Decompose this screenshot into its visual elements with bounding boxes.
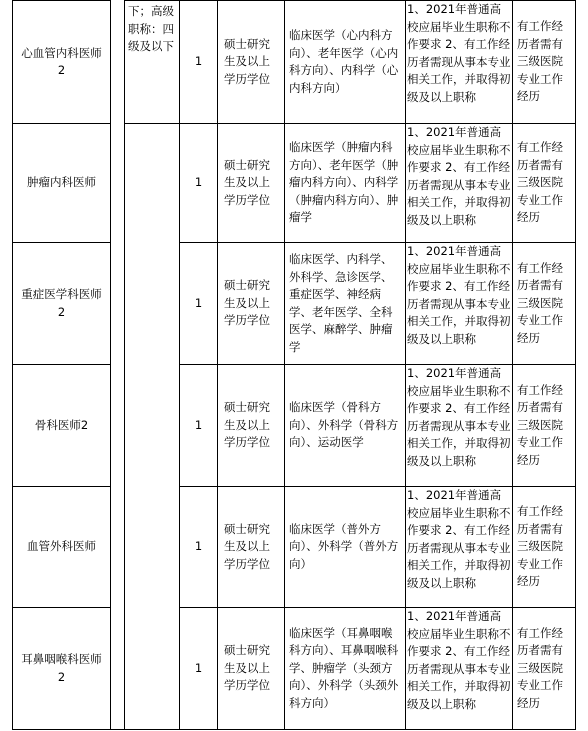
major-cell: 临床医学（耳鼻咽喉科方向）、耳鼻咽喉科学、肿瘤学（头颈方向）、外科学（头颈外科方向） bbox=[285, 608, 406, 730]
major-cell: 临床医学（肿瘤内科方向）、老年医学（肿瘤内科方向）、内科学（肿瘤内科方向）、肿瘤学 bbox=[285, 124, 406, 243]
notes-cell-continued bbox=[125, 124, 180, 730]
education-cell: 硕士研究生及以上学历学位 bbox=[218, 608, 285, 730]
count-cell: 1 bbox=[180, 1, 218, 124]
education-cell: 硕士研究生及以上学历学位 bbox=[218, 243, 285, 365]
count-cell: 1 bbox=[180, 243, 218, 365]
position-cell: 骨科医师2 bbox=[13, 365, 111, 487]
major-cell: 临床医学（骨科方向）、外科学（骨科方向）、运动医学 bbox=[285, 365, 406, 487]
table-row bbox=[13, 487, 576, 608]
notes-cell: 下；高级职称：四级及以下 bbox=[125, 1, 180, 124]
experience-cell: 有工作经历者需有三级医院专业工作经历 bbox=[513, 608, 576, 730]
major-cell: 临床医学（心内科方向）、老年医学（心内科方向）、内科学（心内科方向） bbox=[285, 1, 406, 124]
major-cell: 临床医学、内科学、外科学、急诊医学、重症医学、神经病学、老年医学、全科医学、麻醉学、肿瘤学 bbox=[285, 243, 406, 365]
education-cell: 硕士研究生及以上学历学位 bbox=[218, 365, 285, 487]
experience-cell: 有工作经历者需有三级医院专业工作经历 bbox=[513, 124, 576, 243]
table-row bbox=[13, 365, 576, 487]
table-row bbox=[13, 124, 576, 243]
count-cell: 1 bbox=[180, 487, 218, 608]
count-cell: 1 bbox=[180, 124, 218, 243]
position-cell: 血管外科医师 bbox=[13, 487, 111, 608]
recruitment-table bbox=[12, 0, 576, 730]
major-cell: 临床医学（普外方向）、外科学（普外方向） bbox=[285, 487, 406, 608]
position-cell: 心血管内科医师2 bbox=[13, 1, 111, 124]
requirement-cell: 1、2021年普通高校应届毕业生职称不作要求 2、有工作经历者需现从事本专业相关工作，并取得初级及以上职称 bbox=[406, 1, 513, 124]
position-cell: 耳鼻咽喉科医师2 bbox=[13, 608, 111, 730]
requirement-cell: 1、2021年普通高校应届毕业生职称不作要求 2、有工作经历者需现从事本专业相关工作，并取得初级及以上职称 bbox=[406, 487, 513, 608]
requirement-cell: 1、2021年普通高校应届毕业生职称不作要求 2、有工作经历者需现从事本专业相关工作，并取得初级及以上职称 bbox=[406, 365, 513, 487]
position-cell: 肿瘤内科医师 bbox=[13, 124, 111, 243]
table-row bbox=[13, 608, 576, 730]
experience-cell: 有工作经历者需有三级医院专业工作经历 bbox=[513, 487, 576, 608]
experience-cell: 有工作经历者需有三级医院专业工作经历 bbox=[513, 1, 576, 124]
education-cell: 硕士研究生及以上学历学位 bbox=[218, 487, 285, 608]
requirement-cell: 1、2021年普通高校应届毕业生职称不作要求 2、有工作经历者需现从事本专业相关工作，并取得初级及以上职称 bbox=[406, 243, 513, 365]
experience-cell: 有工作经历者需有三级医院专业工作经历 bbox=[513, 243, 576, 365]
education-cell: 硕士研究生及以上学历学位 bbox=[218, 124, 285, 243]
experience-cell: 有工作经历者需有三级医院专业工作经历 bbox=[513, 365, 576, 487]
position-cell: 重症医学科医师2 bbox=[13, 243, 111, 365]
blank-column-cell bbox=[111, 1, 125, 730]
table-row bbox=[13, 1, 576, 124]
count-cell: 1 bbox=[180, 608, 218, 730]
education-cell: 硕士研究生及以上学历学位 bbox=[218, 1, 285, 124]
table-row bbox=[13, 243, 576, 365]
count-cell: 1 bbox=[180, 365, 218, 487]
requirement-cell: 1、2021年普通高校应届毕业生职称不作要求 2、有工作经历者需现从事本专业相关工作，并取得初级及以上职称 bbox=[406, 608, 513, 730]
requirement-cell: 1、2021年普通高校应届毕业生职称不作要求 2、有工作经历者需现从事本专业相关工作，并取得初级及以上职称 bbox=[406, 124, 513, 243]
